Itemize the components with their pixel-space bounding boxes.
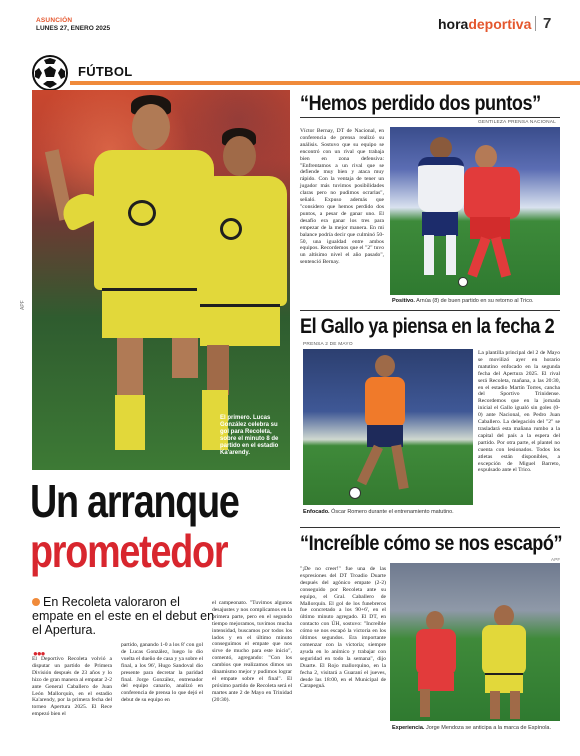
story2-credit: PRENSA 2 DE MAYO [303, 342, 353, 347]
story1-photo [390, 127, 560, 295]
main-headline-line2: prometedor [30, 525, 228, 577]
brand-deportiva: deportiva [468, 16, 532, 32]
story1-credit: GENTILEZA PRENSA NACIONAL [478, 120, 557, 125]
story1-caption-text: Arnúa (8) de buen partido en su retorno al Trico. [416, 298, 534, 304]
page-number-divider [535, 16, 536, 31]
story1-rule [300, 117, 560, 118]
story3-photo [390, 563, 560, 721]
section-rule [70, 81, 580, 85]
city-label: ASUNCIÓN [36, 17, 73, 24]
bullet-dot-icon [32, 598, 40, 606]
main-deck-text: En Recoleta valoraron el empate en el este en el debut en el Apertura. [32, 595, 215, 637]
soccer-ball-icon [32, 55, 68, 91]
main-deck [32, 595, 220, 637]
story2-rule [300, 310, 560, 311]
story2-body: La plantilla principal del 2 de Mayo se movilizó ayer en horario matutino enfocado en la segunda fecha del Apertura 2025. El rival será Recoleta, mañana, a las 20:30, en el estadio Martín Torres, cancha del Sportivo Trinidense. Recordemos que en la jornada inicial el Gallo igualó sin goles (0-0) ante Nacional, en Pedro Juan Caballero. La delegación del "2" se trasladará esta mañana rumbo a la capital del país a la espera del partido. Por otra parte, el plantel no cuenta con lesionados. Todos los atletas están disponibles, a excepción de Miguel Barreto, expulsado ante el Trico. [478, 350, 560, 474]
main-photo-caption: El primero. Lucas González celebra su gol para Recoleta, sobre el minuto 8 de partido en el estadio Ka'arendy. [220, 415, 279, 456]
story1-caption-lead: Positivo. [392, 298, 415, 304]
page-number: 7 [543, 15, 552, 32]
story3-caption-text: Jorge Mendoza se anticipa a la marca de Espínola. [425, 725, 551, 731]
main-photo [32, 90, 290, 470]
main-body-col2: partido, ganando 1-0 a los 8' con gol de Lucas González, luego lo dio vuelta el dueño de casa y ya sobre el final, a los 96', Hugo Sandoval dio presente para decretar la paridad final. Jorge González, entrenador del equipo canario, analizó en conferencia de prensa lo que dejó el debut de su equipo en [121, 642, 203, 704]
main-body-col1: El Deportivo Recoleta volvió a disputar un partido de Primera División después de 23 años y lo hizo de gran manera al empatar 2-2 ante General Caballero de Juan León Mallorquín, en el estadio Ka'arendy, por la primera fecha del torneo Apertura 2025. El Rece empezó bien el [32, 656, 112, 718]
ellipsis-dots-icon: ●●● [33, 649, 45, 658]
story3-headline: “Increíble cómo se nos escapó” [300, 532, 563, 555]
section-label: FÚTBOL [78, 64, 133, 79]
story1-headline: “Hemos perdido dos puntos” [300, 92, 541, 115]
main-photo-credit: APF [20, 300, 26, 310]
issue-date: LUNES 27, ENERO 2025 [36, 25, 111, 32]
main-body-col3: el campeonato. "Tuvimos algunos desajustes y nos complicamos en la primera parte, pero en el segundo tiempo mejoramos, tuvimos mucha intensidad, buscamos por todos los lados y en el último minuto conseguimos el empate que nos sirve de mucho para este inicio", comentó, agregando: "Con los cambios que realizamos dimos un dinamismo mejor y pudimos lograr el empate sobre el final". El próximo partido de Recoleta será el martes ante 2 de Mayo en Trinidad (20:30). [212, 600, 292, 703]
story2-caption [303, 509, 454, 515]
brand-hora: hora [438, 16, 469, 32]
story2-headline: El Gallo ya piensa en la fecha 2 [300, 315, 555, 338]
story1-caption [392, 298, 534, 304]
story3-rule [300, 527, 560, 528]
story3-caption [392, 725, 551, 731]
story3-credit: APF [551, 557, 561, 562]
story3-caption-lead: Experiencia. [392, 725, 425, 731]
story2-photo [303, 349, 473, 505]
story2-caption-lead: Enfocado. [303, 509, 330, 515]
story1-body: Víctor Bernay, DT de Nacional, en conferencia de prensa realizó su análisis. Sostuvo que su equipo se encontró con un rival que trabaja bien en zona defensiva: "Enfrentamos a un rival que se defiende muy bien y ataca muy rápido. Con la ventaja de tener un jugador más tuvimos posibilidades claras pero no pudimos ocrarlas", señaló. Expuso además que "considero que hemos perdido dos puntos, a pesar de ganar uno. El desafío era ganar los tres para empezar de la mejor manera. En mi balance podría decir que culminó 50-50, una igualdad entre ambos equipos. Recordemos que el "2" tuvo un altísimo nivel el año pasado", sentenció Bernay. [300, 128, 384, 266]
main-headline-line1: Un arranque [30, 475, 239, 527]
story2-caption-text: Óscar Romero durante el entrenamiento matutino. [331, 509, 454, 515]
brand-logo [438, 16, 531, 32]
story3-body: "¡De no creer!" fue una de las expresiones del DT Troadio Duarte después del agónico empate (2-2) conseguido por Recoleta ante su equipo, el Gral. Caballero de Mallorquín. El gol de los funebreros fue concretado a los 90+6', en el último minuto agregado. El DT, en contacto con ÚH, sostuvo: "Increíble cómo se nos escapó la victoria en los últimos segundos. Era importante comenzar con la victoria; siempre ayuda en lo anímico y trabajar con seguridad en todo la semana", dijo Duarte. El Rojo mallorquino, en la fecha 2, visitará a Guaraní el jueves, desde las 18:00, en el Municipal de Carapeguá. [300, 566, 386, 690]
